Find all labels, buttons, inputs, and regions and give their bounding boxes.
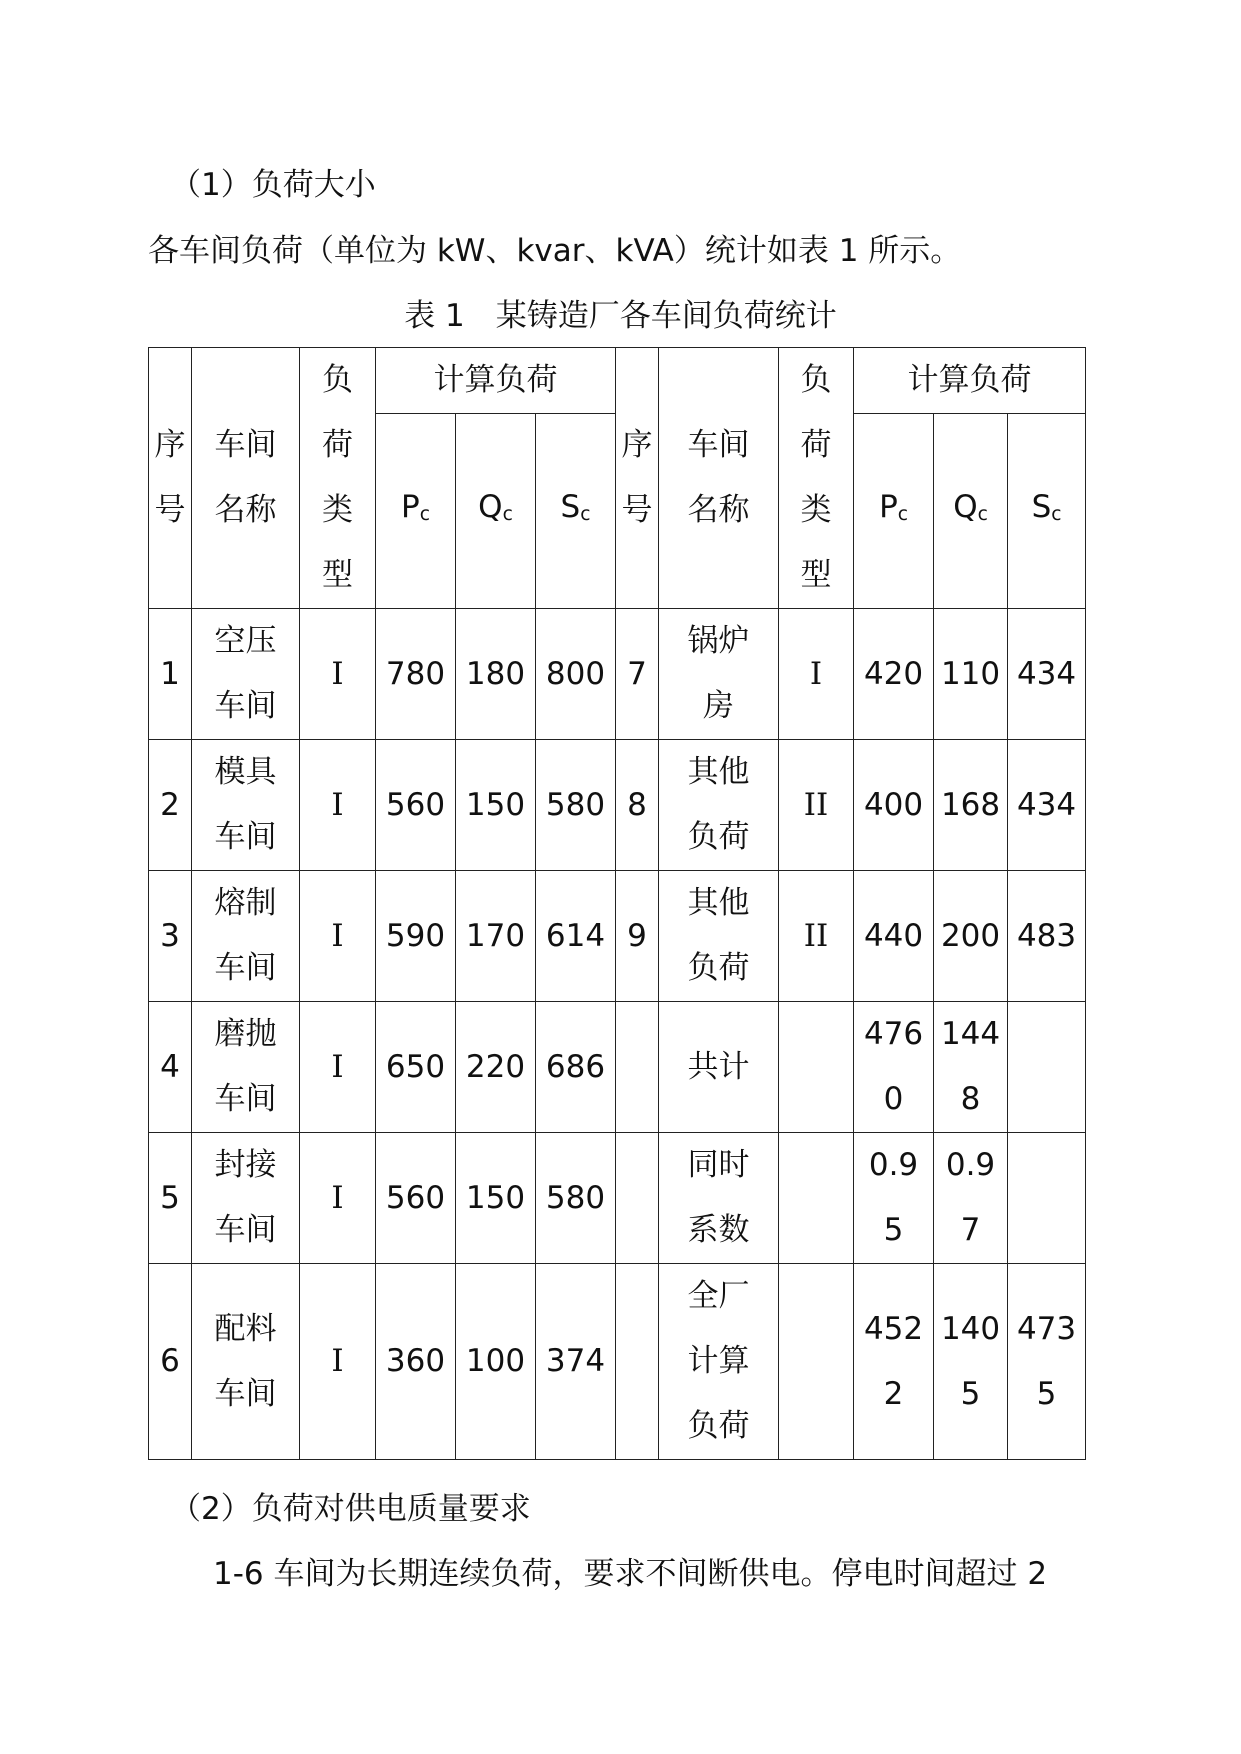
cell-right-qc: 1405 <box>934 1264 1008 1460</box>
header-qc-right: $Q_c$ <box>934 414 1008 609</box>
cell-right-qc: 168 <box>934 740 1008 871</box>
cell-right-no <box>616 1264 659 1460</box>
cell-left-name: 空压车间 <box>192 609 300 740</box>
cell-right-sc <box>1008 1002 1086 1133</box>
cell-right-no <box>616 1002 659 1133</box>
intro-text: 各车间负荷（单位为 kW、kvar、kVA）统计如表 1 所示。 <box>148 233 962 269</box>
cell-left-qc: 150 <box>456 1133 536 1264</box>
cell-right-type: I <box>779 609 854 740</box>
cell-left-qc: 100 <box>456 1264 536 1460</box>
cell-right-pc: 0.95 <box>854 1133 934 1264</box>
cell-left-pc: 780 <box>376 609 456 740</box>
cell-right-type: II <box>779 740 854 871</box>
cell-right-name: 其他负荷 <box>659 871 779 1002</box>
header-qc-left: $Q_c$ <box>456 414 536 609</box>
cell-left-name: 配料车间 <box>192 1264 300 1460</box>
header-pc-right: $P_c$ <box>854 414 934 609</box>
table-row <box>149 1133 1086 1264</box>
table-body <box>149 348 1086 1460</box>
cell-left-sc: 580 <box>536 740 616 871</box>
cell-left-sc: 686 <box>536 1002 616 1133</box>
section-2-heading: （2）负荷对供电质量要求 <box>170 1491 531 1527</box>
cell-right-name: 全厂计算负荷 <box>659 1264 779 1460</box>
cell-left-no: 2 <box>149 740 192 871</box>
cell-right-pc: 440 <box>854 871 934 1002</box>
cell-left-name: 模具车间 <box>192 740 300 871</box>
table-row <box>149 609 1086 740</box>
cell-left-type: I <box>300 1133 376 1264</box>
cell-left-name: 封接车间 <box>192 1133 300 1264</box>
header-type-left: 负荷类型 <box>300 348 376 609</box>
cell-right-no: 8 <box>616 740 659 871</box>
header-name-left: 车间名称 <box>192 348 300 609</box>
header-type-right: 负荷类型 <box>779 348 854 609</box>
cell-left-pc: 360 <box>376 1264 456 1460</box>
cell-left-type: I <box>300 1264 376 1460</box>
cell-left-qc: 220 <box>456 1002 536 1133</box>
cell-right-sc <box>1008 1133 1086 1264</box>
cell-right-qc: 0.97 <box>934 1133 1008 1264</box>
cell-left-no: 1 <box>149 609 192 740</box>
header-name-right: 车间名称 <box>659 348 779 609</box>
table-row <box>149 740 1086 871</box>
cell-right-pc: 420 <box>854 609 934 740</box>
cell-left-pc: 560 <box>376 740 456 871</box>
header-row <box>149 348 1086 414</box>
cell-left-type: I <box>300 740 376 871</box>
cell-right-sc: 4735 <box>1008 1264 1086 1460</box>
cell-right-qc: 1448 <box>934 1002 1008 1133</box>
cell-left-pc: 650 <box>376 1002 456 1133</box>
cell-left-qc: 170 <box>456 871 536 1002</box>
header-index-left: 序号 <box>149 348 192 609</box>
cell-left-no: 3 <box>149 871 192 1002</box>
cell-left-type: I <box>300 871 376 1002</box>
cell-left-type: I <box>300 609 376 740</box>
header-sc-left: $S_c$ <box>536 414 616 609</box>
load-statistics-table <box>148 347 1086 1460</box>
header-calc-load-left: 计算负荷 <box>376 348 616 414</box>
table-row <box>149 871 1086 1002</box>
cell-left-qc: 150 <box>456 740 536 871</box>
cell-left-sc: 580 <box>536 1133 616 1264</box>
cell-left-sc: 374 <box>536 1264 616 1460</box>
cell-left-name: 熔制车间 <box>192 871 300 1002</box>
cell-left-no: 6 <box>149 1264 192 1460</box>
cell-right-no <box>616 1133 659 1264</box>
cell-right-name: 共计 <box>659 1002 779 1133</box>
cell-right-name: 同时系数 <box>659 1133 779 1264</box>
header-sc-right: $S_c$ <box>1008 414 1086 609</box>
cell-right-sc: 483 <box>1008 871 1086 1002</box>
cell-right-sc: 434 <box>1008 609 1086 740</box>
table-row <box>149 1264 1086 1460</box>
cell-right-no: 7 <box>616 609 659 740</box>
cell-left-sc: 800 <box>536 609 616 740</box>
table-row <box>149 1002 1086 1133</box>
cell-left-pc: 560 <box>376 1133 456 1264</box>
cell-right-name: 锅炉房 <box>659 609 779 740</box>
header-pc-left: $P_c$ <box>376 414 456 609</box>
cell-right-qc: 200 <box>934 871 1008 1002</box>
cell-right-pc: 400 <box>854 740 934 871</box>
cell-right-type <box>779 1264 854 1460</box>
cell-left-pc: 590 <box>376 871 456 1002</box>
cell-left-sc: 614 <box>536 871 616 1002</box>
header-index-right: 序号 <box>616 348 659 609</box>
cell-left-qc: 180 <box>456 609 536 740</box>
header-calc-load-right: 计算负荷 <box>854 348 1086 414</box>
cell-left-name: 磨抛车间 <box>192 1002 300 1133</box>
cell-left-no: 5 <box>149 1133 192 1264</box>
section-1-heading: （1）负荷大小 <box>170 167 376 203</box>
cell-left-type: I <box>300 1002 376 1133</box>
cell-right-pc: 4760 <box>854 1002 934 1133</box>
cell-right-no: 9 <box>616 871 659 1002</box>
cell-right-qc: 110 <box>934 609 1008 740</box>
cell-right-type: II <box>779 871 854 1002</box>
paragraph-text: 1-6 车间为长期连续负荷，要求不间断供电。停电时间超过 2 <box>213 1556 1048 1592</box>
cell-right-type <box>779 1133 854 1264</box>
cell-right-name: 其他负荷 <box>659 740 779 871</box>
cell-right-pc: 4522 <box>854 1264 934 1460</box>
cell-right-type <box>779 1002 854 1133</box>
table-caption: 表 1 某铸造厂各车间负荷统计 <box>404 298 837 334</box>
cell-right-sc: 434 <box>1008 740 1086 871</box>
cell-left-no: 4 <box>149 1002 192 1133</box>
